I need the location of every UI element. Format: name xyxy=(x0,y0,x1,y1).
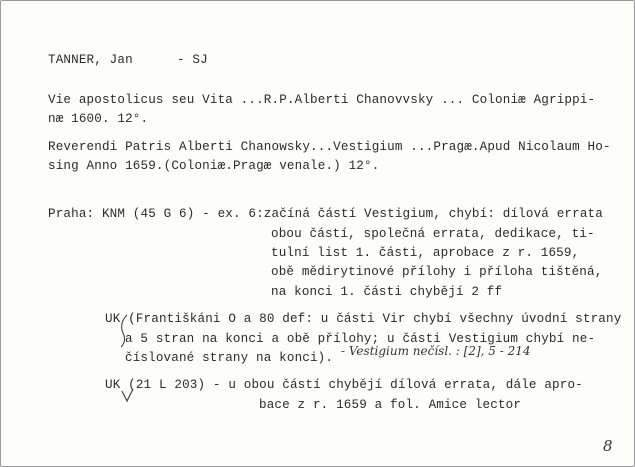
uk1-holding-line-2: a 5 stran na konci a obě přílohy; u části Vestigium chybí ne- xyxy=(125,332,596,346)
title-line-2: næ 1600. 12°. xyxy=(48,112,149,126)
uk1-holding-line-3: číslované strany na konci). xyxy=(125,351,334,365)
knm-holding-line-3: tulní list 1. části, aprobace z r. 1659, xyxy=(271,246,580,260)
handwritten-bracket-mark-icon xyxy=(117,313,131,349)
title-line-3: Reverendi Patris Alberti Chanowsky...Vestigium ...Pragæ.Apud Nicolaum Ho- xyxy=(48,140,611,154)
handwritten-tick-mark-icon xyxy=(119,387,139,407)
author-name: TANNER, Jan xyxy=(48,53,133,67)
knm-holding-line-1: Praha: KNM (45 G 6) - ex. 6:začíná částí Vestigium, chybí: dílová errata xyxy=(48,207,603,221)
title-line-1: Vie apostolicus seu Vita ...R.P.Alberti Chanovvsky ... Coloniæ Agrippi- xyxy=(48,93,596,107)
corner-mark: 8 xyxy=(603,437,613,455)
knm-holding-line-4: obě mědirytinové přílohy i příloha tištěná, xyxy=(271,265,603,279)
handwritten-note: - Vestigium nečísl. : [2], 5 - 214 xyxy=(341,344,531,358)
knm-holding-line-2: obou částí, společná errata, dedikace, ti- xyxy=(271,227,595,241)
order-abbrev: - SJ xyxy=(177,53,208,67)
uk1-holding-line-1: UK (Františkáni O a 80 def: u části Vir chybí všechny úvodní strany xyxy=(105,312,622,326)
title-line-4: sing Anno 1659.(Coloniæ.Pragæ venale.) 12°. xyxy=(48,159,380,173)
uk2-holding-line-1: UK (21 L 203) - u obou částí chybějí dílová errata, dále apro- xyxy=(105,378,583,392)
knm-holding-line-5: na konci 1. části chybějí 2 ff xyxy=(271,285,503,299)
uk2-holding-line-2: bace z r. 1659 a fol. Amice lector xyxy=(259,398,522,412)
